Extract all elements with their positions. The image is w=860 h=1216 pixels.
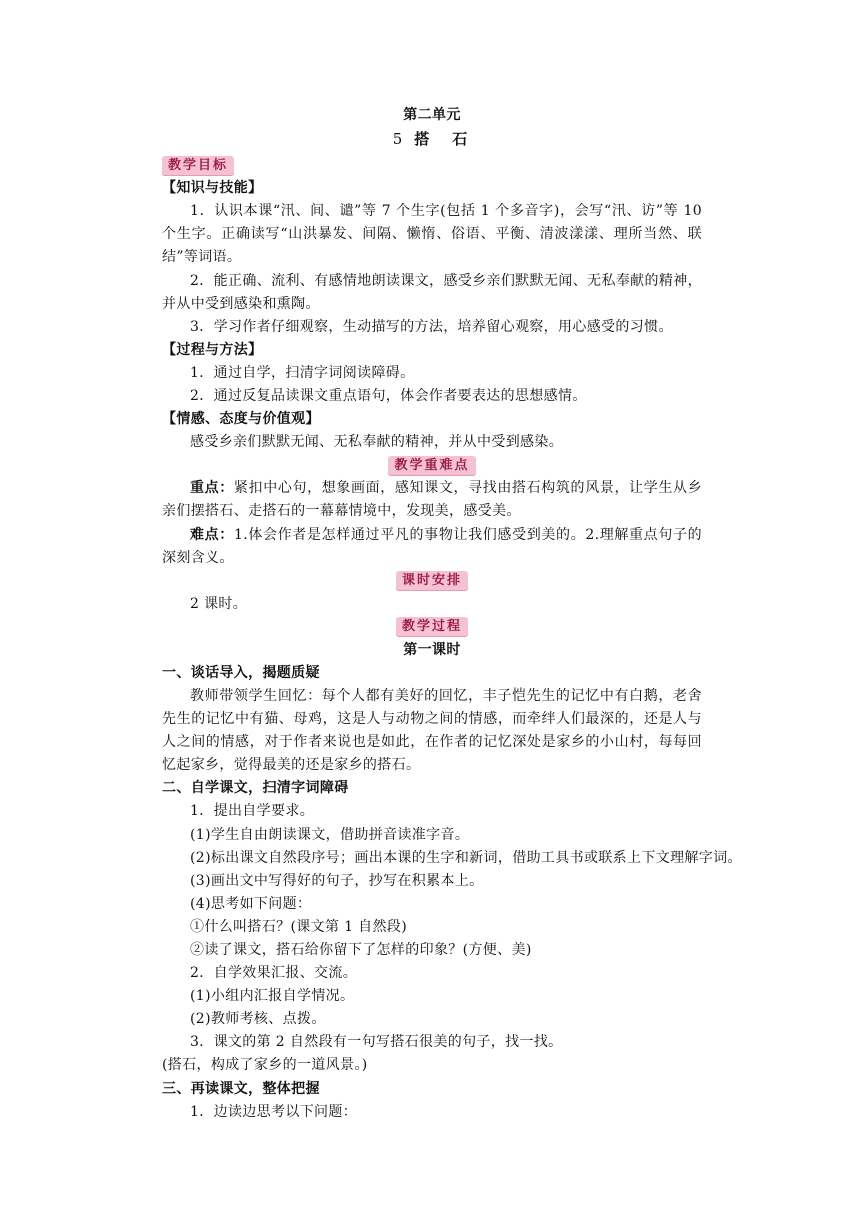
section2-line: (1)学生自由朗读课文，借助拼音读准字音。	[190, 826, 470, 843]
method-item-2: 2．通过反复品读课文重点语句，体会作者要表达的思想感情。	[190, 388, 587, 405]
key-points-banner-row	[162, 454, 702, 477]
focus-paragraph	[162, 477, 702, 523]
section2-line: (4)思考如下问题：	[190, 895, 312, 912]
goals-banner-row	[162, 154, 702, 177]
focus-text: 紧扣中心句，想象画面，感知课文，寻找由搭石构筑的风景，让学生从乡亲们摆搭石、走搭石的一幕幕情境中，发现美，感受美。	[162, 480, 702, 520]
process-banner: 教学过程	[396, 617, 468, 637]
method-item-1: 1．通过自学，扫清字词阅读障碍。	[190, 364, 415, 381]
difficulty-label: 难点：	[190, 526, 234, 543]
section1-heading: 一、谈话导入，揭题质疑	[162, 664, 320, 681]
section1-text: 教师带领学生回忆：每个人都有美好的回忆，丰子恺先生的记忆中有白鹅，老舍先生的记忆中有猫、母鸡，这是人与动物之间的情感，而牵绊人们最深的，还是人与人之间的情感，对于作者来说也是如此，在作者的记忆深处是家乡的小山村，每每回忆起家乡，觉得最美的还是家乡的搭石。	[162, 687, 702, 774]
section2-answer: (搭石，构成了家乡的一道风景。)	[162, 1057, 368, 1074]
lesson-number: 5	[392, 130, 403, 149]
period-title: 第一课时	[403, 641, 461, 658]
difficulty-text: 1.体会作者是怎样通过平凡的事物让我们感受到美的。2.理解重点句子的深刻含义。	[162, 526, 702, 566]
section2-line: ①什么叫搭石？(课文第 1 自然段)	[190, 918, 408, 935]
page-content	[162, 104, 742, 1124]
process-banner-row	[162, 616, 702, 639]
goals-banner: 教学目标	[162, 156, 234, 176]
section2-line: (1)小组内汇报自学情况。	[190, 988, 355, 1005]
lesson-title	[162, 128, 702, 151]
section2-heading: 二、自学课文，扫清字词障碍	[162, 780, 349, 797]
focus-label: 重点：	[190, 480, 234, 497]
schedule-banner: 课时安排	[396, 571, 468, 591]
section2-line: (2)教师考核、点拨。	[190, 1011, 326, 1028]
section2-line: 2．自学效果汇报、交流。	[190, 965, 358, 982]
knowledge-heading: 【知识与技能】	[162, 180, 263, 197]
knowledge-item-1: 1．认识本课“汛、间、谴”等 7 个生字(包括 1 个多音字)，会写“汛、访”等 10 个生字。正确读写“山洪暴发、间隔、懒惰、俗语、平衡、清波漾漾、理所当然、联结”等词语。	[162, 203, 702, 266]
unit-title: 第二单元	[403, 107, 461, 123]
lesson-name: 搭 石	[414, 130, 472, 149]
knowledge-item-2: 2．能正确、流利、有感情地朗读课文，感受乡亲们默默无闻、无私奉献的精神，并从中受到感染和熏陶。	[162, 272, 702, 312]
schedule-text: 2 课时。	[190, 595, 248, 612]
section2-line: 3．课文的第 2 自然段有一句写搭石很美的句子，找一找。	[190, 1034, 563, 1051]
method-heading: 【过程与方法】	[162, 341, 263, 358]
schedule-banner-row	[162, 570, 702, 593]
section3-line: 1．边读边思考以下问题：	[190, 1103, 358, 1120]
emotion-heading: 【情感、态度与价值观】	[162, 411, 320, 428]
emotion-text: 感受乡亲们默默无闻、无私奉献的精神，并从中受到感染。	[190, 434, 564, 451]
knowledge-item-3: 3．学习作者仔细观察，生动描写的方法，培养留心观察，用心感受的习惯。	[190, 318, 673, 335]
section2-line: 1．提出自学要求。	[190, 803, 315, 820]
key-points-banner: 教学重难点	[388, 456, 475, 476]
section2-line: (2)标出课文自然段序号；画出本课的生字和新词，借助工具书或联系上下文理解字词。	[190, 849, 742, 866]
difficulty-paragraph	[162, 524, 702, 570]
section3-heading: 三、再读课文，整体把握	[162, 1080, 320, 1097]
section2-line: (3)画出文中写得好的句子，抄写在积累本上。	[190, 872, 484, 889]
section2-line: ②读了课文，搭石给你留下了怎样的印象？(方便、美)	[190, 942, 532, 958]
